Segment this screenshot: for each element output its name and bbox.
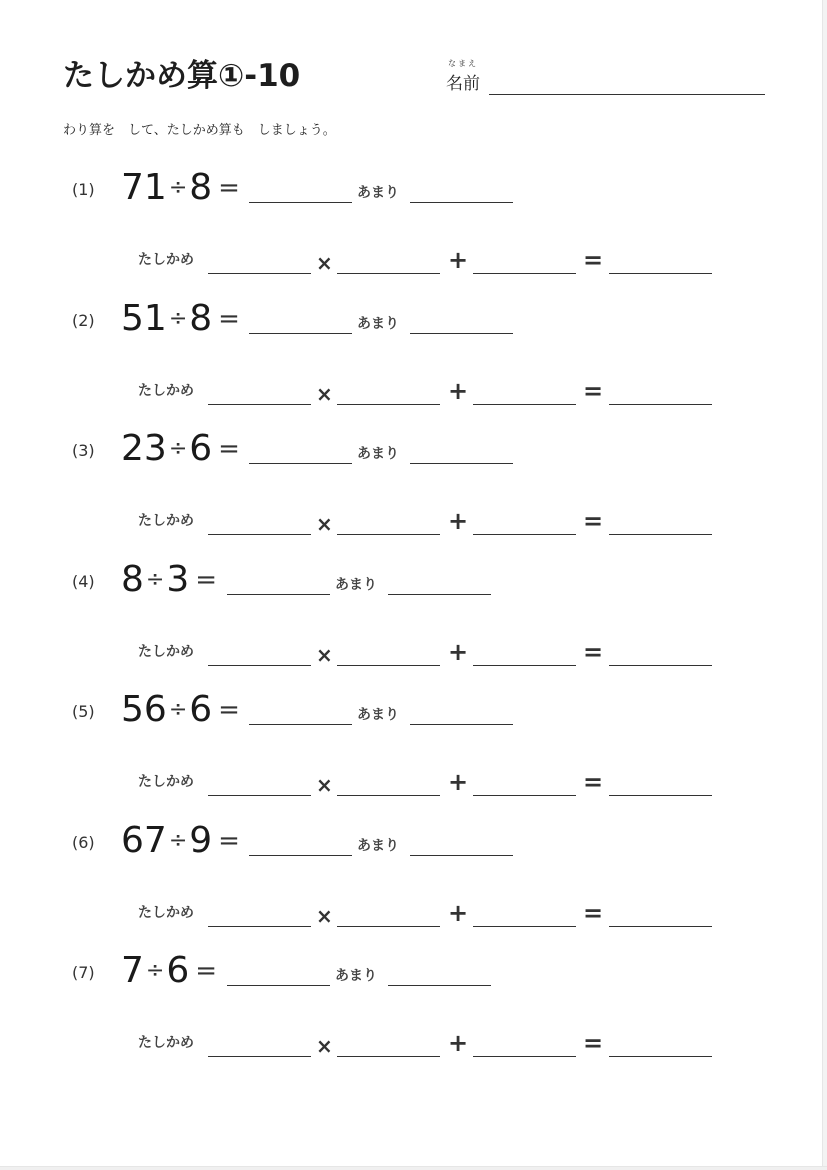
dividend: 7 <box>121 950 144 991</box>
check-divisor-blank[interactable] <box>208 273 311 274</box>
division-expression <box>121 690 240 730</box>
check-quotient-blank[interactable] <box>337 795 440 796</box>
remainder-answer-blank[interactable] <box>388 985 491 986</box>
division-sign: ÷ <box>145 958 165 983</box>
times-sign: × <box>316 1034 333 1058</box>
problem-number: (6) <box>72 833 95 852</box>
check-equals-sign: = <box>583 377 604 405</box>
problem-number: (5) <box>72 702 95 721</box>
page-bottom-edge <box>0 1166 827 1170</box>
problem-5 <box>0 689 827 822</box>
check-remainder-blank[interactable] <box>473 795 576 796</box>
problem-4 <box>0 559 827 692</box>
remainder-label: あまり <box>335 577 377 593</box>
quotient-answer-blank[interactable] <box>249 333 352 334</box>
remainder-label: あまり <box>357 446 399 462</box>
times-sign: × <box>316 512 333 536</box>
equals-sign: = <box>218 826 240 856</box>
check-remainder-blank[interactable] <box>473 404 576 405</box>
problem-3 <box>0 428 827 561</box>
check-remainder-blank[interactable] <box>473 1056 576 1057</box>
plus-sign: + <box>448 1029 469 1057</box>
times-sign: × <box>316 643 333 667</box>
division-expression <box>121 821 240 861</box>
dividend: 67 <box>121 820 167 861</box>
remainder-answer-blank[interactable] <box>410 202 513 203</box>
check-result-blank[interactable] <box>609 926 712 927</box>
division-expression <box>121 951 217 991</box>
quotient-answer-blank[interactable] <box>227 594 330 595</box>
plus-sign: + <box>448 899 469 927</box>
dividend: 71 <box>121 167 167 208</box>
remainder-label: あまり <box>357 316 399 332</box>
problem-number: (4) <box>72 572 95 591</box>
problem-2 <box>0 298 827 431</box>
remainder-answer-blank[interactable] <box>410 855 513 856</box>
worksheet-title: たしかめ算①-10 <box>63 58 301 94</box>
remainder-label: あまり <box>357 707 399 723</box>
problem-7 <box>0 950 827 1083</box>
problem-1 <box>0 167 827 300</box>
check-divisor-blank[interactable] <box>208 404 311 405</box>
check-equals-sign: = <box>583 768 604 796</box>
divisor: 6 <box>189 428 213 469</box>
divisor: 6 <box>189 689 213 730</box>
check-quotient-blank[interactable] <box>337 534 440 535</box>
check-remainder-blank[interactable] <box>473 926 576 927</box>
equals-sign: = <box>218 304 240 334</box>
quotient-answer-blank[interactable] <box>249 855 352 856</box>
check-label: たしかめ <box>138 774 194 790</box>
check-quotient-blank[interactable] <box>337 273 440 274</box>
check-divisor-blank[interactable] <box>208 534 311 535</box>
remainder-answer-blank[interactable] <box>410 463 513 464</box>
dividend: 8 <box>121 559 144 600</box>
check-quotient-blank[interactable] <box>337 404 440 405</box>
problem-6 <box>0 820 827 953</box>
plus-sign: + <box>448 246 469 274</box>
division-sign: ÷ <box>168 306 188 331</box>
check-label: たしかめ <box>138 252 194 268</box>
check-result-blank[interactable] <box>609 534 712 535</box>
check-label: たしかめ <box>138 513 194 529</box>
check-label: たしかめ <box>138 905 194 921</box>
check-equals-sign: = <box>583 246 604 274</box>
times-sign: × <box>316 773 333 797</box>
check-quotient-blank[interactable] <box>337 665 440 666</box>
check-equals-sign: = <box>583 899 604 927</box>
check-label: たしかめ <box>138 1035 194 1051</box>
times-sign: × <box>316 904 333 928</box>
check-result-blank[interactable] <box>609 665 712 666</box>
check-remainder-blank[interactable] <box>473 273 576 274</box>
remainder-label: あまり <box>357 838 399 854</box>
quotient-answer-blank[interactable] <box>249 463 352 464</box>
quotient-answer-blank[interactable] <box>227 985 330 986</box>
check-divisor-blank[interactable] <box>208 926 311 927</box>
quotient-answer-blank[interactable] <box>249 202 352 203</box>
division-expression <box>121 560 217 600</box>
times-sign: × <box>316 251 333 275</box>
remainder-answer-blank[interactable] <box>388 594 491 595</box>
times-sign: × <box>316 382 333 406</box>
divisor: 9 <box>189 820 213 861</box>
problem-number: (3) <box>72 441 95 460</box>
division-expression <box>121 429 240 469</box>
plus-sign: + <box>448 377 469 405</box>
remainder-answer-blank[interactable] <box>410 724 513 725</box>
divisor: 8 <box>189 167 213 208</box>
name-ruby: なまえ <box>448 59 478 68</box>
check-equals-sign: = <box>583 507 604 535</box>
check-divisor-blank[interactable] <box>208 1056 311 1057</box>
division-expression <box>121 299 240 339</box>
division-sign: ÷ <box>168 175 188 200</box>
check-label: たしかめ <box>138 644 194 660</box>
check-remainder-blank[interactable] <box>473 665 576 666</box>
equals-sign: = <box>195 565 218 595</box>
instruction-text: わり算を して、たしかめ算も しましょう。 <box>63 123 336 138</box>
divisor: 8 <box>189 298 213 339</box>
dividend: 51 <box>121 298 167 339</box>
problem-number: (2) <box>72 311 95 330</box>
name-field[interactable] <box>489 94 765 95</box>
division-sign: ÷ <box>168 436 188 461</box>
divisor: 3 <box>166 559 190 600</box>
equals-sign: = <box>218 434 240 464</box>
problem-number: (7) <box>72 963 95 982</box>
quotient-answer-blank[interactable] <box>249 724 352 725</box>
plus-sign: + <box>448 638 469 666</box>
division-sign: ÷ <box>168 697 188 722</box>
plus-sign: + <box>448 507 469 535</box>
check-result-blank[interactable] <box>609 404 712 405</box>
check-result-blank[interactable] <box>609 273 712 274</box>
remainder-answer-blank[interactable] <box>410 333 513 334</box>
check-quotient-blank[interactable] <box>337 1056 440 1057</box>
problem-number: (1) <box>72 180 95 199</box>
check-divisor-blank[interactable] <box>208 665 311 666</box>
division-expression <box>121 168 240 208</box>
equals-sign: = <box>218 173 240 203</box>
dividend: 23 <box>121 428 167 469</box>
check-result-blank[interactable] <box>609 1056 712 1057</box>
remainder-label: あまり <box>335 968 377 984</box>
check-remainder-blank[interactable] <box>473 534 576 535</box>
check-equals-sign: = <box>583 1029 604 1057</box>
divisor: 6 <box>166 950 190 991</box>
check-equals-sign: = <box>583 638 604 666</box>
check-divisor-blank[interactable] <box>208 795 311 796</box>
division-sign: ÷ <box>145 567 165 592</box>
equals-sign: = <box>195 956 218 986</box>
dividend: 56 <box>121 689 167 730</box>
equals-sign: = <box>218 695 240 725</box>
check-quotient-blank[interactable] <box>337 926 440 927</box>
check-result-blank[interactable] <box>609 795 712 796</box>
check-label: たしかめ <box>138 383 194 399</box>
name-label: 名前 <box>446 74 480 94</box>
remainder-label: あまり <box>357 185 399 201</box>
plus-sign: + <box>448 768 469 796</box>
division-sign: ÷ <box>168 828 188 853</box>
